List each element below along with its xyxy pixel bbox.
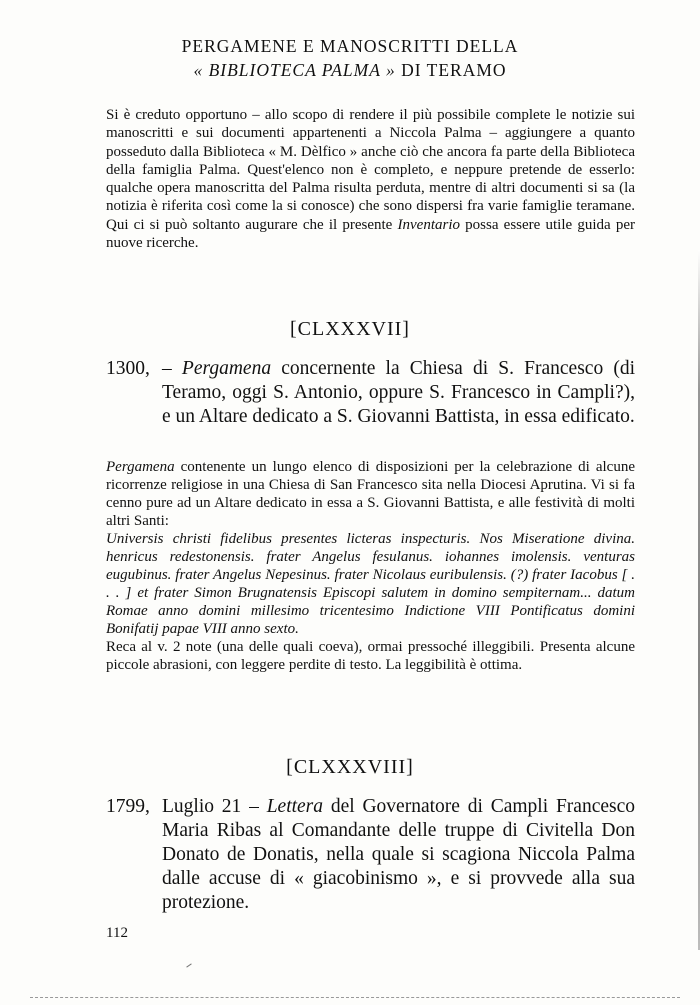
- intro-italic-term: Inventario: [397, 216, 460, 233]
- entry-date: Luglio 21 –: [162, 796, 267, 817]
- condition-note: Reca al v. 2 note (una delle quali coeva), ormai pressoché illeggibili. Presenta alcune piccole abrasioni, con leggere perdite di testo. La leggibilità è ottima.: [106, 639, 635, 673]
- description-italic-lead: Pergamena: [106, 459, 175, 475]
- header-location: DI TERAMO: [395, 60, 507, 80]
- intro-text: Si è creduto opportuno – allo scopo di rendere il più possibile complete le notizie sui manoscritti e sui documenti appartenenti a Niccola Palma – aggiungere a quanto posseduto dalla Biblioteca « M. Dèlfico » anche ciò che ancora fa parte della Biblioteca della famiglia Palma. Quest'elenco non è completo, e neppure pretende de esserlo: qualche opera manoscritta del Palma risulta perduta, mentre di altri documenti si sa (la notizia è riferita così come la si conosce) che sono dispersi fra varie famiglie teramane. Qui ci si può soltanto augurare che il presente: [106, 107, 635, 233]
- entry-title: [162, 357, 635, 429]
- page-number: 112: [106, 925, 128, 941]
- section-number-188: [CLXXXVIII]: [286, 756, 414, 778]
- entry-year: 1300,: [106, 358, 150, 379]
- running-header: [0, 34, 700, 82]
- description-text: contenente un lungo elenco di disposizioni per la celebrazione di alcune ricorrenze religiose in una Chiesa di San Francesco sita nella Diocesi Aprutina. Vi si fa cenno pure ad un Altare dedicato in essa a S. Giovanni Battista, e alle festività di molti altri Santi:: [106, 459, 635, 529]
- intro-paragraph: [106, 106, 635, 252]
- page-bottom-edge: [30, 997, 680, 999]
- intro-text-end: possa essere utile guida per nuove ricerche.: [106, 216, 635, 252]
- entry-title: [162, 795, 635, 915]
- pen-mark: [186, 963, 191, 967]
- entry-title-rest: del Governatore di Campli Francesco Maria Ribas al Comandante delle truppe di Civitella Don Donato de Donatis, nella quale si scagiona Niccola Palma dalle accuse di « giacobinismo », e si provvede alla sua protezione.: [162, 796, 635, 913]
- entry-description-187: [106, 458, 635, 674]
- description-paragraph: [106, 458, 635, 530]
- latin-quotation-text: Universis christi fidelibus presentes licteras inspecturis. Nos Miseratione divina. henricus redestonensis. frater Angelus fesulanus. iohannes imolensis. venturas eugubinus. frater Angelus Nepesinus. frater Nicolaus euribulensis. (?) frater Iacobus [ . . . ] et frater Simon Brugnatensis Episcopi salutem in domino sempiternam... datum Romae anno domini millesimo tricentesimo Indictione VIII Pontificatus domini Bonifatij papae VIII anno sexto.: [106, 531, 635, 637]
- entry-title-rest: concernente la Chiesa di S. Francesco (di Teramo, oggi S. Antonio, oppure S. Francesco in Campli?), e un Altare dedicato a S. Giovanni Battista, in essa edificato.: [162, 358, 636, 427]
- entry-heading-188: [106, 795, 635, 915]
- section-number-187: [CLXXXVII]: [290, 318, 410, 340]
- header-library-name: « BIBLIOTECA PALMA »: [193, 60, 396, 80]
- entry-year: 1799,: [106, 796, 150, 817]
- header-line-2: [0, 58, 700, 82]
- header-line-1: PERGAMENE E MANOSCRITTI DELLA: [181, 36, 519, 56]
- entry-heading-187: [106, 357, 635, 429]
- entry-title-italic: Pergamena: [181, 358, 272, 379]
- entry-title-italic: Lettera: [266, 796, 324, 817]
- latin-quotation: [106, 530, 635, 638]
- entry-dash: –: [162, 358, 182, 379]
